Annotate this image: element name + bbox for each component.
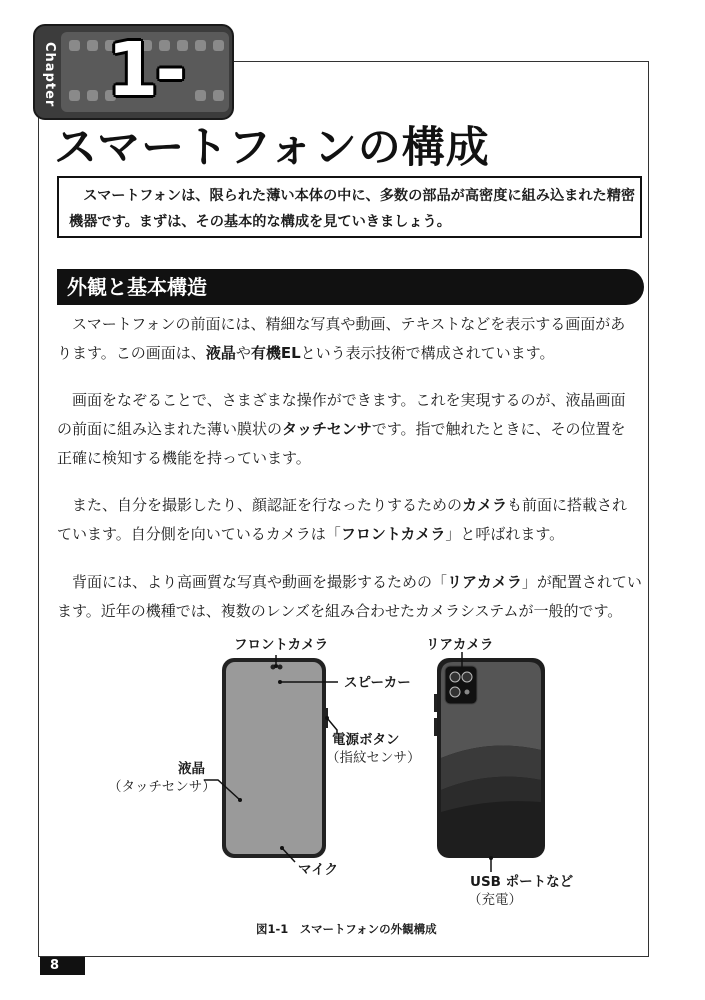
bold-term: リアカメラ — [447, 573, 522, 591]
volume-button-shape — [434, 718, 437, 736]
body-paragraph — [57, 310, 647, 368]
bold-term: 有機EL — [250, 344, 301, 362]
text-run: 画面をなぞることで、さまざまな操作ができます。これを実現するのが、液晶画面 — [57, 391, 626, 409]
leader-dot — [274, 664, 278, 668]
page-number: 8 — [40, 957, 85, 975]
bold-term: カメラ — [462, 496, 508, 514]
frame-left-line — [38, 100, 39, 957]
text-run: という表示技術で構成されています。 — [300, 344, 555, 362]
text-run: また、自分を撮影したり、顔認証を行なったりするための — [57, 496, 463, 514]
paragraph-line — [57, 310, 647, 339]
intro-line: 機器です。まずは、その基本的な構成を見ていきましょう。 — [69, 214, 451, 230]
paragraph-line — [57, 568, 647, 597]
chapter-badge — [33, 24, 234, 120]
rear-camera-lens — [450, 672, 460, 682]
label-front-camera: フロントカメラ — [234, 637, 329, 653]
front-phone — [222, 658, 328, 858]
body-paragraph — [57, 568, 647, 626]
frame-right-line — [648, 61, 649, 956]
section-title: 外観と基本構造 — [67, 275, 207, 299]
label-display-note: （タッチセンサ） — [108, 779, 216, 795]
chapter-label: Chapter — [42, 42, 57, 108]
text-run: や — [235, 344, 251, 362]
paragraph-line — [57, 386, 647, 415]
label-usb-port: USB ポートなど — [470, 874, 574, 890]
chapter-number: 1- — [106, 27, 184, 113]
section-heading — [57, 269, 644, 305]
bold-term: 液晶 — [205, 344, 236, 362]
rear-camera-lens — [450, 687, 460, 697]
front-phone-screen — [226, 662, 322, 854]
leader-dot — [325, 716, 329, 720]
text-run: です。指で触れたときに、その位置を — [371, 420, 626, 438]
paragraph-line — [57, 520, 647, 549]
intro-line: スマートフォンは、限られた薄い本体の中に、多数の部品が高密度に組み込まれた精密 — [69, 188, 636, 204]
intro-box — [57, 176, 642, 238]
leader-dot — [280, 846, 284, 850]
text-run: 背面には、より高画質な写真や動画を撮影するための「 — [57, 573, 448, 591]
bold-term: フロントカメラ — [340, 525, 446, 543]
front-camera-dot — [278, 665, 283, 670]
leader-dot — [278, 680, 282, 684]
back-phone — [434, 658, 545, 858]
leader-dot — [460, 668, 464, 672]
body-paragraph — [57, 491, 647, 549]
text-run: も前面に搭載され — [507, 496, 628, 514]
bold-term: タッチセンサ — [282, 420, 372, 438]
paragraph-line — [57, 444, 647, 473]
paragraph-line — [57, 597, 647, 626]
text-run: ります。この画面は、 — [57, 344, 206, 362]
paragraph-line — [57, 339, 647, 368]
label-rear-camera: リアカメラ — [426, 637, 494, 653]
label-display: 液晶 — [178, 761, 205, 777]
label-mic: マイク — [298, 862, 338, 878]
text-run: 正確に検知する機能を持っています。 — [57, 449, 311, 467]
rear-camera-lens — [462, 672, 472, 682]
label-speaker: スピーカー — [344, 675, 411, 691]
text-run: 」と呼ばれます。 — [445, 525, 565, 543]
page-title: スマートフォンの構成 — [54, 123, 490, 173]
label-power-button-note: （指紋センサ） — [326, 750, 421, 766]
paragraph-line — [57, 415, 647, 444]
label-power-button: 電源ボタン — [332, 732, 400, 748]
body-paragraph — [57, 386, 647, 473]
text-run: ます。近年の機種では、複数のレンズを組み合わせたカメラシステムが一般的です。 — [57, 602, 623, 620]
frame-top-line — [225, 61, 649, 62]
figure-caption: 図1-1 スマートフォンの外観構成 — [256, 922, 437, 936]
text-run: 」が配置されてい — [521, 573, 642, 591]
frame-bottom-line — [38, 956, 649, 957]
leader-dot — [238, 798, 242, 802]
paragraph-line — [57, 491, 647, 520]
leader-dot — [489, 856, 493, 860]
text-run: スマートフォンの前面には、精細な写真や動画、テキストなどを表示する画面があ — [57, 315, 626, 333]
label-usb-port-note: （充電） — [468, 892, 522, 908]
text-run: の前面に組み込まれた薄い膜状の — [57, 420, 283, 438]
text-run: ています。自分側を向いているカメラは「 — [57, 525, 341, 543]
rear-flash — [465, 690, 470, 695]
volume-button-shape — [434, 694, 437, 712]
